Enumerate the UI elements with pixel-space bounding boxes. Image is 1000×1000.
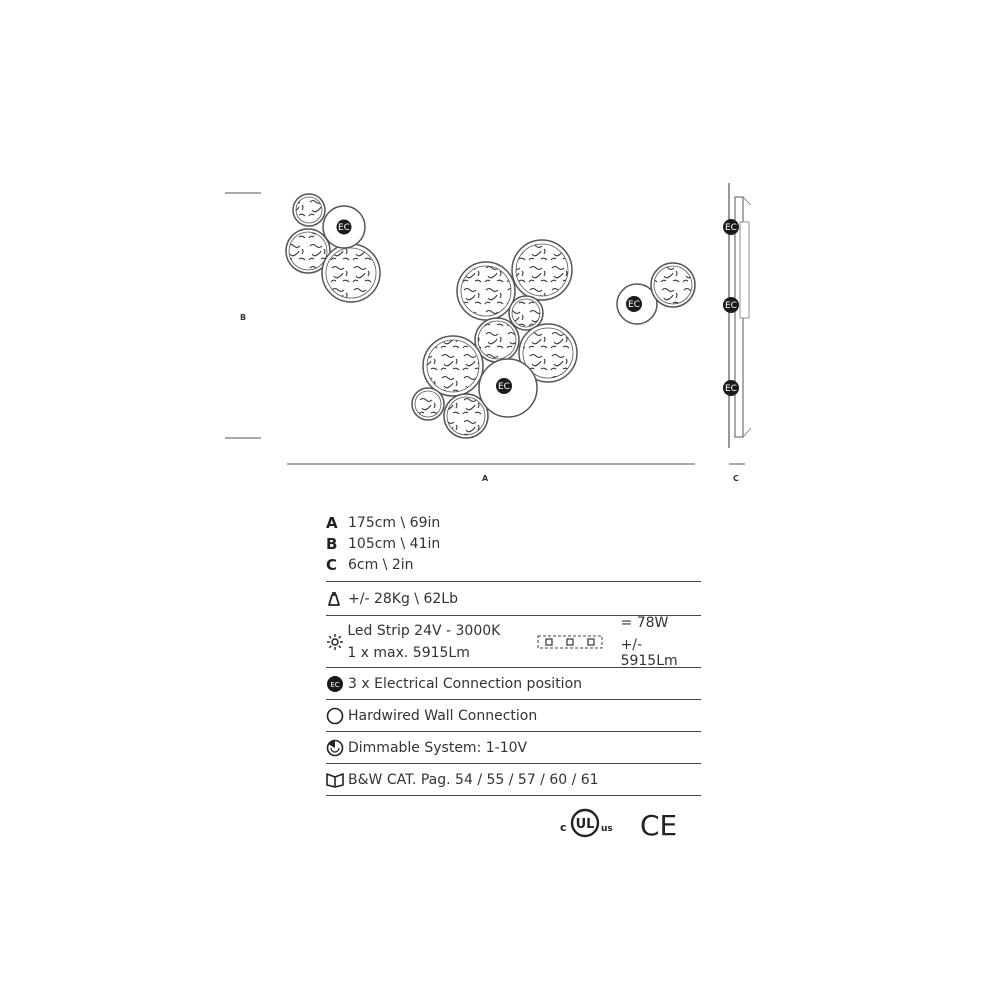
ul-listed-icon [560,810,613,836]
electrical-row [326,668,701,700]
ec-icon [326,673,348,695]
book-icon [326,769,348,791]
disc-pattern [461,266,511,316]
led-lumen: +/- 5915Lm [620,636,678,669]
side-profile-inner [740,222,749,318]
led-line2: 1 x max. 5915Lm [347,644,470,661]
disc-pattern [427,340,479,392]
side-profile-edge [743,197,751,205]
circle-icon [326,705,348,727]
ec-icon-text: EC [330,680,340,689]
disc-pattern [512,299,540,327]
disc-group-right [617,263,695,324]
dimmer-icon [326,737,348,759]
weight-text: +/- 28Kg \ 62Lb [348,590,458,607]
dim-a-label: A [482,474,489,483]
led-row [326,616,701,668]
dimension-row-c [326,554,701,575]
dimensions-block [326,510,701,582]
dimension-key: B [326,534,338,553]
dimension-row-a [326,512,701,533]
led-strip-icon [522,616,619,667]
ul-mark-text: UL [575,817,595,832]
disc-pattern [447,397,485,435]
ec-marker-label: EC [338,223,350,233]
dim-c-label: C [733,474,739,483]
ec-marker-label: EC [498,382,510,392]
dimension-value: 105cm \ 41in [348,535,441,552]
hardwired-text: Hardwired Wall Connection [348,707,538,724]
catalog-row [326,764,701,796]
disc-group-upper-left [286,194,380,302]
hardwired-row [326,700,701,732]
ul-c-text: c [560,821,567,834]
disc-pattern [326,248,376,298]
led-values [619,616,701,667]
led-power: = 78W [620,614,669,631]
disc-pattern [516,244,568,296]
led-line1: Led Strip 24V - 3000K [347,622,501,639]
disc-pattern [289,232,327,270]
catalog-text: B&W CAT. Pag. 54 / 55 / 57 / 60 / 61 [348,771,599,788]
ce-mark: CE [640,809,678,841]
ul-us-text: us [601,824,613,834]
side-profile-edge [743,428,751,437]
ec-marker-label: EC [628,300,640,310]
disc-pattern [654,266,692,304]
disc-pattern [478,321,516,359]
led-description [347,616,521,667]
spec-table [326,510,701,796]
dimension-value: 175cm \ 69in [348,514,441,531]
disc-pattern [296,197,322,223]
dimension-row-b [326,533,701,554]
weight-icon [326,588,348,610]
dimension-key: A [326,513,338,532]
sun-icon [326,631,347,653]
dimmable-row [326,732,701,764]
dimension-value: 6cm \ 2in [348,556,414,573]
electrical-text: 3 x Electrical Connection position [348,675,583,692]
dimension-key: C [326,555,338,574]
weight-row [326,582,701,616]
ec-marker-label: EC [725,223,737,233]
disc-pattern [415,391,441,417]
certification-marks [558,805,688,841]
side-view [723,183,751,448]
ec-marker-label: EC [725,384,737,394]
dim-b-label: B [240,313,247,322]
ec-marker-label: EC [725,301,737,311]
disc-group-center [412,240,577,438]
dimmable-text: Dimmable System: 1-10V [348,739,528,756]
